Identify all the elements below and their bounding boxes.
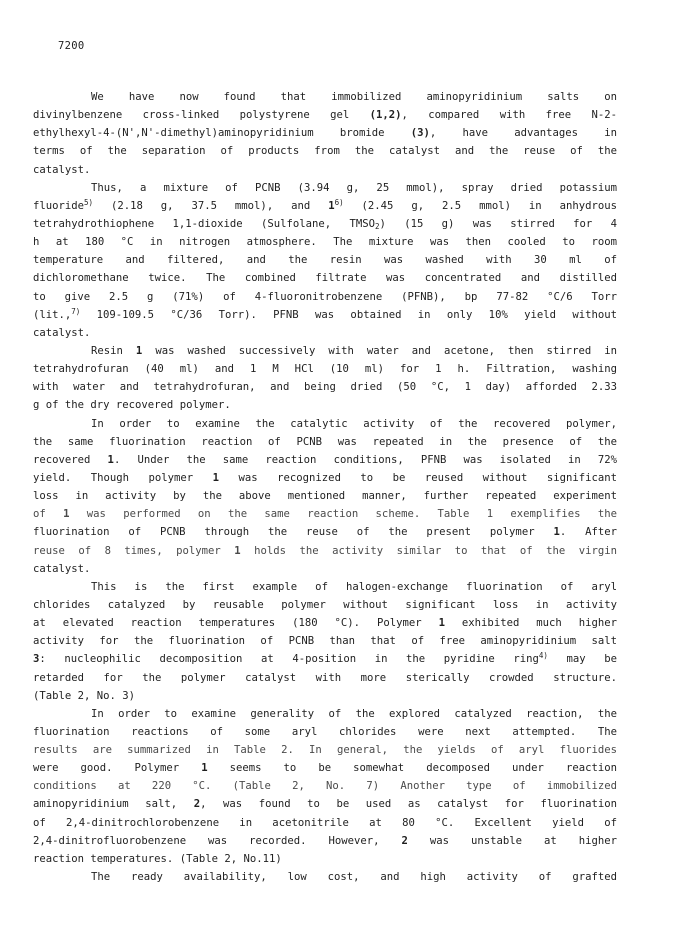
text-line [33, 523, 617, 541]
reference-superscript: 6) [334, 197, 344, 207]
text-span: recovered [33, 453, 108, 466]
text-span: catalyst. [33, 562, 91, 575]
text-span: yield. Though polymer [33, 471, 213, 484]
text-line [33, 251, 617, 269]
text-line [33, 306, 617, 324]
text-line [33, 433, 617, 451]
text-line [33, 632, 617, 650]
compound-number: 1 [212, 471, 220, 484]
text-line [33, 795, 617, 813]
text-span: reaction temperatures. (Table 2, No.11) [33, 852, 282, 865]
text-span: dichloromethane twice. The combined filtrate was concentrated and distilled [33, 272, 617, 285]
compound-number: 1 [63, 508, 70, 521]
text-line [33, 560, 617, 578]
compound-number: 1 [234, 544, 241, 557]
text-span: to give 2.5 g (71%) of 4-fluoronitrobenzene (PFNB), bp 77-82 °C/6 Torr [33, 290, 617, 303]
text-span: temperature and filtered, and the resin was washed with 30 ml of [33, 254, 617, 267]
text-span: . Under the same reaction conditions, PFNB was isolated in 72% [113, 453, 617, 466]
text-span: , compared with free N-2- [401, 109, 617, 122]
body-text [33, 88, 617, 886]
text-span: catalyst. [33, 326, 91, 339]
text-span: terms of the separation of products from the catalyst and the reuse of the [33, 145, 617, 158]
text-line [33, 505, 617, 523]
text-span: fluorination reactions of some aryl chlorides were next attempted. The [33, 725, 617, 738]
compound-number: 1 [135, 344, 143, 357]
subscript: 2 [374, 221, 380, 231]
text-span: was unstable at higher [407, 834, 617, 847]
text-span: seems to be somewhat decomposed under reaction [207, 762, 617, 775]
text-span: The ready availability, low cost, and high activity of grafted [91, 871, 617, 884]
text-line [33, 868, 617, 886]
text-span: was washed successively with water and acetone, then stirred in [142, 344, 617, 357]
text-span: was performed on the same reaction scheme. Table 1 exemplifies the [69, 508, 617, 521]
text-span: tetrahydrothiophene 1,1-dioxide (Sulfolane, TMSO [33, 217, 375, 230]
text-span: catalyst. [33, 163, 91, 176]
reference-superscript: 5) [84, 197, 94, 207]
text-line [33, 814, 617, 832]
text-line [33, 650, 617, 668]
text-line [33, 215, 617, 233]
text-line [33, 832, 617, 850]
compound-number: (3) [410, 127, 430, 140]
text-line [33, 233, 617, 251]
text-span: may be [547, 653, 617, 666]
text-line [33, 360, 617, 378]
text-line [33, 741, 617, 759]
compound-number: 1 [107, 453, 114, 466]
text-line [33, 197, 617, 215]
text-line [33, 269, 617, 287]
text-span: . After [559, 526, 617, 539]
text-span: In order to examine generality of the explored catalyzed reaction, the [91, 707, 617, 720]
text-line [33, 469, 617, 487]
text-span: ethylhexyl-4-(N',N'-dimethyl)aminopyridinium bromide [33, 127, 411, 140]
text-line [33, 179, 617, 197]
text-span: aminopyridinium salt, [33, 798, 194, 811]
text-line [33, 142, 617, 160]
text-line [33, 723, 617, 741]
text-span: tetrahydrofuran (40 ml) and 1 M HCl (10 ml) for 1 h. Filtration, washing [33, 363, 617, 376]
compound-number: 3 [33, 653, 40, 666]
compound-number: 1 [438, 617, 445, 630]
text-span: activity for the fluorination of PCNB than that of free aminopyridinium salt [33, 635, 617, 648]
text-span: ) (15 g) was stirred for 4 [379, 217, 617, 230]
text-span: was recognized to be reused without significant [219, 471, 617, 484]
compound-number: 1 [328, 199, 335, 212]
page-number: 7200 [58, 40, 85, 52]
text-span: loss in activity by the above mentioned manner, further repeated experiment [33, 490, 617, 503]
compound-number: 2 [193, 798, 201, 811]
text-line [33, 288, 617, 306]
text-span: results are summarized in Table 2. In general, the yields of aryl fluorides [33, 744, 617, 757]
text-span: Resin [91, 344, 136, 357]
text-span: 2,4-dinitrofluorobenzene was recorded. However, [33, 834, 402, 847]
text-line [33, 378, 617, 396]
text-line [33, 451, 617, 469]
text-line [33, 614, 617, 632]
text-span: conditions at 220 °C. (Table 2, No. 7) Another type of immobilized [33, 780, 617, 793]
text-span: the same fluorination reaction of PCNB was repeated in the presence of the [33, 435, 617, 448]
text-span: (2.18 g, 37.5 mmol), and [93, 199, 329, 212]
text-line [33, 669, 617, 687]
text-span: In order to examine the catalytic activity of the recovered polymer, [91, 417, 617, 430]
compound-number: 2 [401, 834, 408, 847]
text-line [33, 415, 617, 433]
text-span: with water and tetrahydrofuran, and being dried (50 °C, 1 day) afforded 2.33 [33, 381, 617, 394]
text-line [33, 88, 617, 106]
compound-number: (1,2) [369, 109, 402, 122]
compound-number: 1 [553, 526, 560, 539]
text-line [33, 705, 617, 723]
reference-superscript: 4) [538, 651, 548, 661]
text-line [33, 106, 617, 124]
text-span: exhibited much higher [444, 617, 617, 630]
text-span: h at 180 °C in nitrogen atmosphere. The mixture was then cooled to room [33, 236, 617, 249]
text-span: : nucleophilic decomposition at 4-position in the pyridine ring [39, 653, 539, 666]
text-span: This is the first example of halogen-exchange fluorination of aryl [91, 580, 617, 593]
text-span: fluoride [33, 199, 85, 212]
text-line [33, 342, 617, 360]
text-span: holds the activity similar to that of the virgin [240, 544, 617, 557]
text-line [33, 324, 617, 342]
compound-number: 1 [201, 762, 208, 775]
text-span: Thus, a mixture of PCNB (3.94 g, 25 mmol), spray dried potassium [91, 181, 617, 194]
text-line [33, 578, 617, 596]
text-span: , have advantages in [429, 127, 617, 140]
text-span: retarded for the polymer catalyst with more sterically crowded structure. [33, 671, 617, 684]
text-line [33, 124, 617, 142]
text-span: chlorides catalyzed by reusable polymer without significant loss in activity [33, 598, 617, 611]
text-line [33, 850, 617, 868]
text-span: divinylbenzene cross-linked polystyrene gel [33, 109, 370, 122]
text-line [33, 396, 617, 414]
text-line [33, 777, 617, 795]
text-line [33, 759, 617, 777]
text-line [33, 487, 617, 505]
text-span: , was found to be used as catalyst for fluorination [200, 798, 617, 811]
text-span: (2.45 g, 2.5 mmol) in anhydrous [343, 199, 617, 212]
text-span: 109-109.5 °C/36 Torr). PFNB was obtained in only 10% yield without [80, 308, 617, 321]
text-span: of [33, 508, 64, 521]
text-line [33, 687, 617, 705]
text-line [33, 161, 617, 179]
text-span: reuse of 8 times, polymer [33, 544, 235, 557]
text-span: (Table 2, No. 3) [33, 689, 136, 702]
text-span: fluorination of PCNB through the reuse of the present polymer [33, 526, 554, 539]
text-span: g of the dry recovered polymer. [33, 399, 231, 412]
text-span: at elevated reaction temperatures (180 °C). Polymer [33, 617, 439, 630]
text-span: We have now found that immobilized aminopyridinium salts on [91, 91, 617, 103]
text-span: of 2,4-dinitrochlorobenzene in acetonitrile at 80 °C. Excellent yield of [33, 816, 617, 829]
reference-superscript: 7) [71, 306, 81, 316]
text-line [33, 596, 617, 614]
text-span: were good. Polymer [33, 762, 202, 775]
text-span: (lit., [33, 308, 72, 321]
text-line [33, 542, 617, 560]
